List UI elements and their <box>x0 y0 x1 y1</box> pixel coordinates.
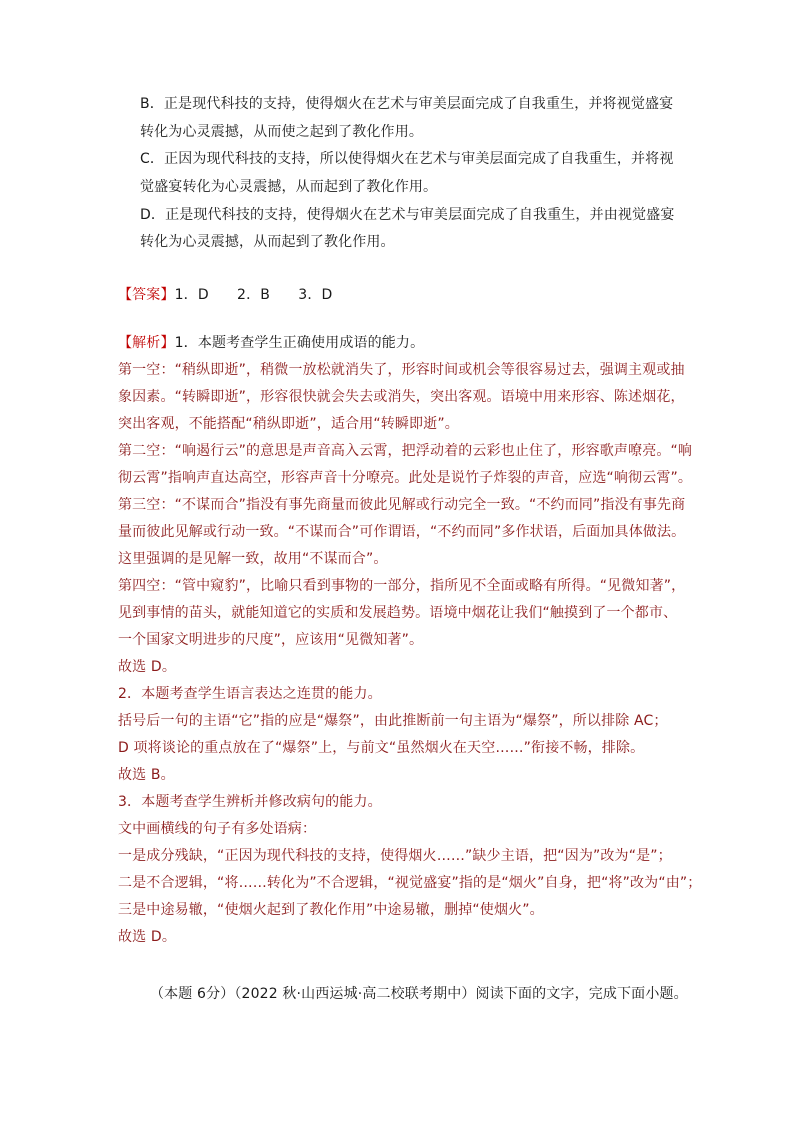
analysis-marker: 【解析】 <box>118 335 175 351</box>
analysis-q3-line: 故选 D。 <box>118 929 176 945</box>
analysis-q3-line: 一是成分残缺，“正因为现代科技的支持，使得烟火……”缺少主语，把“因为”改为“是”； <box>118 848 672 864</box>
analysis-q1-line: 这里强调的是见解一致，故用“不谋而合”。 <box>118 551 388 567</box>
analysis-q1-line: 第二空：“响遏行云”的意思是声音高入云霄，把浮动着的云彩也止住了，形容歌声嘹亮。“响 <box>118 443 693 459</box>
answer-marker: 【答案】 <box>118 287 175 303</box>
analysis-intro: 1．本题考查学生正确使用成语的能力。 <box>174 335 425 351</box>
analysis-q3-line: 三是中途易辙，“使烟火起到了教化作用”中途易辙，删掉“使烟火”。 <box>118 902 544 918</box>
analysis-q3-line: 3．本题考查学生辨析并修改病句的能力。 <box>118 794 382 810</box>
option-d-line-1: D．正是现代科技的支持，使得烟火在艺术与审美层面完成了自我重生，并由视觉盛宴 <box>140 207 675 223</box>
analysis-q1-line: 彻云霄”指响声直达高空，形容声音十分嘹亮。此处是说竹子炸裂的声音，应选“响彻云霄”。 <box>118 470 693 486</box>
analysis-q1-line: 突出客观，不能搭配“稍纵即逝”，适合用“转瞬即逝”。 <box>118 416 459 432</box>
analysis-q2-line: 括号后一句的主语“它”指的应是“爆祭”，由此推断前一句主语为“爆祭”，所以排除 AC； <box>118 713 668 729</box>
answer-text: 1．D 2．B 3．D <box>174 287 333 303</box>
answer-line <box>118 285 332 305</box>
analysis-q3-line: 文中画横线的句子有多处语病： <box>118 821 317 837</box>
option-c-line-2: 觉盛宴转化为心灵震撼，从而起到了教化作用。 <box>140 179 438 195</box>
option-c-line-1: C．正因为现代科技的支持，所以使得烟火在艺术与审美层面完成了自我重生，并将视 <box>140 151 674 167</box>
option-b-line-2: 转化为心灵震撼，从而使之起到了教化作用。 <box>140 124 423 140</box>
analysis-q3-line: 二是不合逻辑，“将……转化为”不合逻辑，“视觉盛宴”指的是“烟火”自身，把“将”改为“由”； <box>118 875 702 891</box>
analysis-q2-line: 2．本题考查学生语言表达之连贯的能力。 <box>118 686 382 702</box>
analysis-q1-line: 象因素。“转瞬即逝”，形容很快就会失去或消失，突出客观。语境中用来形容、陈述烟花， <box>118 389 685 405</box>
option-d-line-2: 转化为心灵震撼，从而起到了教化作用。 <box>140 234 395 250</box>
analysis-q1-line: 第四空：“管中窥豹”，比喻只看到事物的一部分，指所见不全面或略有所得。“见微知著”， <box>118 578 686 594</box>
analysis-q1-line: 第一空：“稍纵即逝”，稍微一放松就消失了，形容时间或机会等很容易过去，强调主观或抽 <box>118 362 685 378</box>
analysis-q1-line: 量而彼此见解或行动一致。“不谋而合”可作谓语，“不约而同”多作状语，后面加具体做法。 <box>118 524 686 540</box>
analysis-q2-line: D 项将谈论的重点放在了“爆祭”上，与前文“虽然烟火在天空……”衔接不畅，排除。 <box>118 740 645 756</box>
analysis-q2-line: 故选 B。 <box>118 767 175 783</box>
analysis-q1-line: 故选 D。 <box>118 659 176 675</box>
analysis-q1-line: 见到事情的苗头，就能知道它的实质和发展趋势。语境中烟花让我们“触摸到了一个都市、 <box>118 605 678 621</box>
analysis-q1-line: 第三空：“不谋而合”指没有事先商量而彼此见解或行动完全一致。“不约而同”指没有事先商 <box>118 497 686 513</box>
analysis-q1-line: 一个国家文明进步的尺度”，应该用“见微知著”。 <box>118 632 424 648</box>
next-question-header: （本题 6分）（2022 秋·山西运城·高二校联考期中）阅读下面的文字，完成下面小题。 <box>150 986 688 1002</box>
option-b-line-1: B．正是现代科技的支持，使得烟火在艺术与审美层面完成了自我重生，并将视觉盛宴 <box>140 96 674 112</box>
analysis-header <box>118 333 424 353</box>
